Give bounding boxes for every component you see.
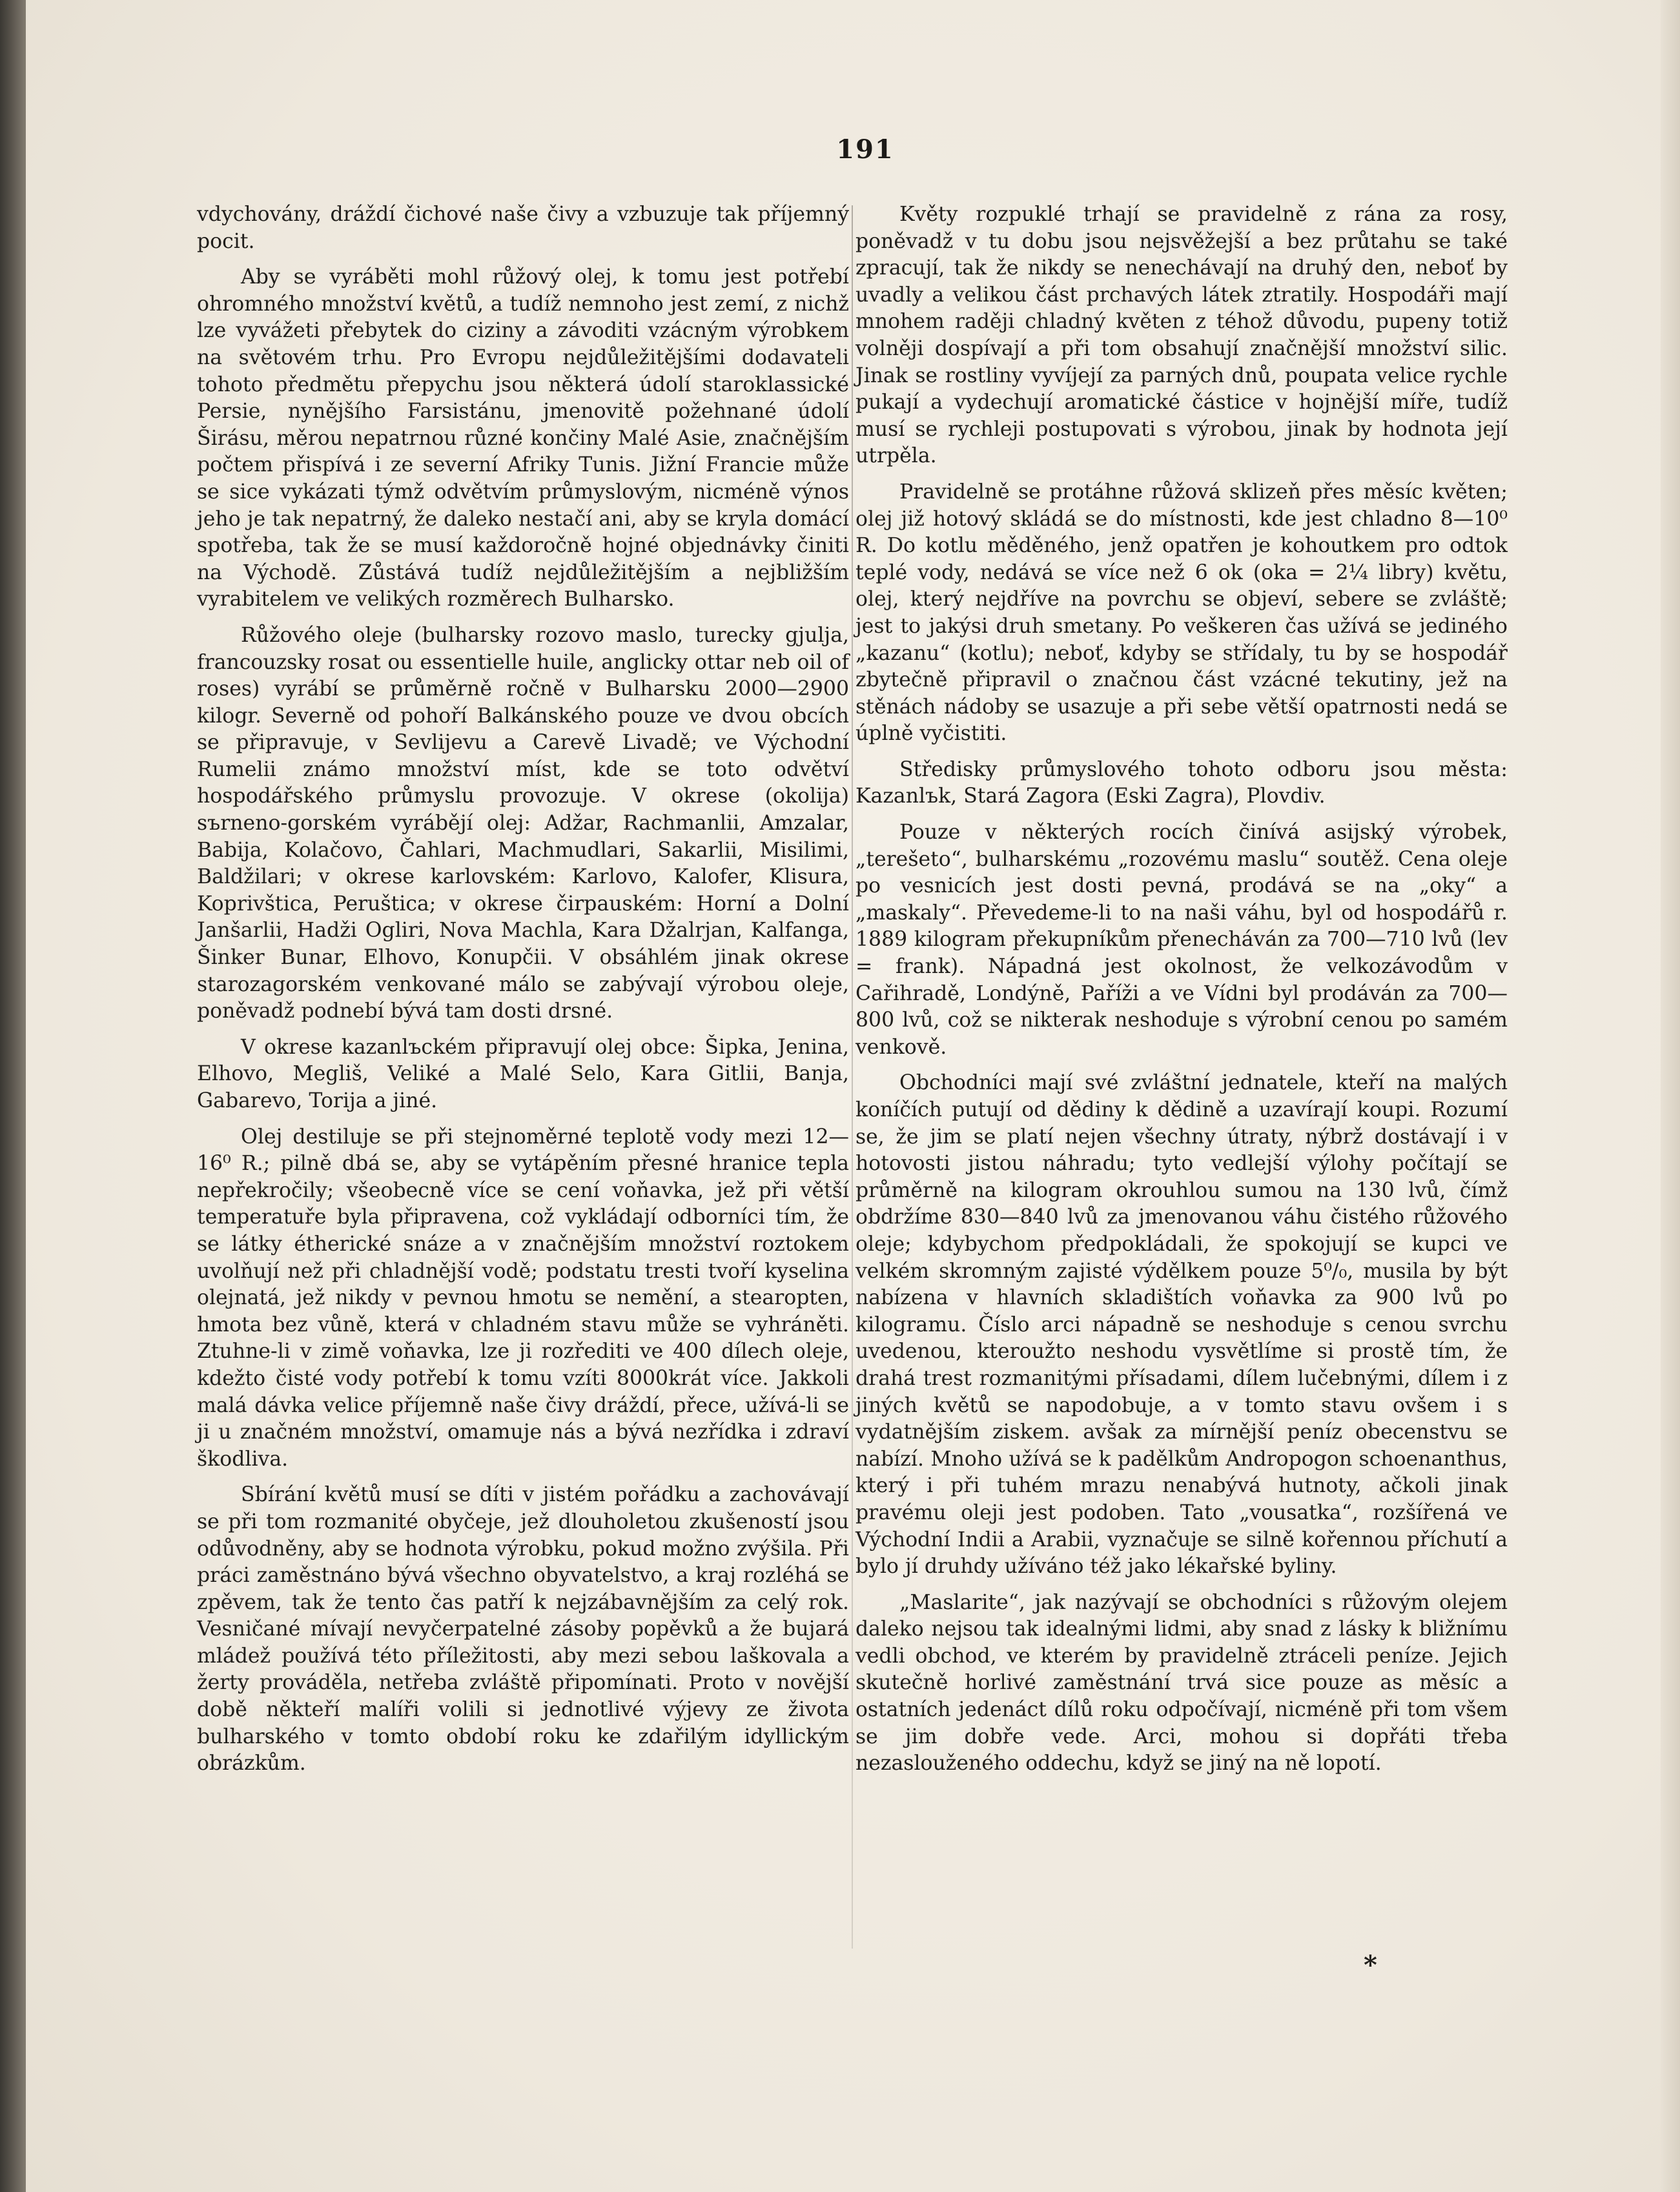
left-column: [197, 201, 849, 1787]
paragraph: Pouze v některých rocích činívá asijský výrobek, „terešeto“, bulharskému „rozovému maslu“ soutěž. Cena oleje po vesnicích jest dosti pevná, prodává se na „oky“ a „maskaly“. Převedeme-li to na naši váhu, byl od hospodářů r. 1889 kilogram překupníkům přenecháván za 700—710 lvů (lev = frank). Nápadná jest okolnost, že velkozávodům v Cařihradě, Londýně, Paříži a ve Vídni byl prodáván za 700—800 lvů, což se nikterak neshoduje s výrobní cenou po samém venkově.: [855, 821, 1508, 1059]
paragraph: V okrese kazanlъckém připravují olej obce: Šipka, Jenina, Elhovo, Megliš, Veliké a Malé Selo, Kara Gitlii, Banja, Gabarevo, Torija a jiné.: [197, 1035, 849, 1112]
paragraph: Olej destiluje se při stejnoměrné teplotě vody mezi 12—16⁰ R.; pilně dbá se, aby se vytápěním přesné hranice tepla nepřekročily; všeobecně více se cení voňavka, jež při větší temperatuře byla připravena, což vykládají odborníci tím, že se látky étherické snáze a v značnějším množství roztokem uvolňují než při chladnější vodě; podstatu tresti tvoří kyselina olejnatá, jež nikdy v pevnou hmotu se nemění, a stearopten, hmota bez vůně, která v chladném stavu může se vyhráněti. Ztuhne-li v zimě voňavka, lze ji rozřediti ve 400 dílech oleje, kdežto čisté vody potřebí k tomu vzíti 8000krát více. Jakkoli malá dávka velice příjemně naše čivy dráždí, přece, užívá-li se ji u značném množství, omamuje nás a bývá nezřídka i zdraví škodliva.: [197, 1125, 849, 1471]
paragraph: Pravidelně se protáhne růžová sklizeň přes měsíc květen; olej již hotový skládá se do místnosti, kde jest chladno 8—10⁰ R. Do kotlu měděného, jenž opatřen je kohoutkem pro odtok teplé vody, nedává se více než 6 ok (oka = 2¼ libry) květu, olej, který nejdříve na povrchu se objeví, sebere se zvláště; jest to jakýsi druh smetany. Po veškeren čas užívá se jediného „kazanu“ (kotlu); neboť, kdyby se střídaly, tu by se hospodář zbytečně připravil o značnou část vzácné tekutiny, jež na stěnách nádoby se usazuje a při sebe větší opatrnosti nedá se úplně vyčistiti.: [855, 480, 1508, 746]
paragraph: Květy rozpuklé trhají se pravidelně z rána za rosy, poněvadž v tu dobu jsou nejsvěžejší a bez průtahu se také zpracují, tak že nikdy se nenechávají na druhý den, neboť by uvadly a velikou část prchavých látek ztratily. Hospodáři mají mnohem raději chladný květen z téhož důvodu, pupeny totiž volněji dospívají a při tom obsahují značnější množství silic. Jinak se rostliny vyvíjejí za parných dnů, poupata velice rychle pukají a vydechují aromatické částice v hojnější míře, tudíž musí se rychleji postupovati s výrobou, jinak by hodnota její utrpěla.: [855, 203, 1508, 468]
page-number: 191: [836, 134, 894, 165]
page-right-edge: [1661, 0, 1680, 2192]
paragraph: Sbírání květů musí se díti v jistém pořádku a zachovávají se při tom rozmanité obyčeje, jež dlouholetou zkušeností jsou odůvodněny, aby se hodnota výrobku, pokud možno zvýšila. Při práci zaměstnáno bývá všechno obyvatelstvo, a kraj rozléhá se zpěvem, tak že tento čas patří k nejzábavnějším za celý rok. Vesničané mívají nevyčerpatelné zásoby popěvků a že bujará mládež používá této příležitosti, aby mezi sebou laškovala a žerty prováděla, netřeba zvláště připomínati. Proto v novější době někteří malíři volili si jednotlivé výjevy ze života bulharského v tomto období roku ke zdařilým idyllickým obrázkům.: [197, 1483, 849, 1776]
end-mark: *: [1364, 1950, 1377, 1980]
column-divider: [852, 205, 853, 1949]
paragraph: Obchodníci mají své zvláštní jednatele, kteří na malých koníčích putují od dědiny k dědině a uzavírají koupi. Rozumí se, že jim se platí nejen všechny útraty, nýbrž dostávají i v hotovosti jistou náhradu; tyto vedlejší výlohy počítají se průměrně na kilogram okrouhlou sumou na 130 lvů, čímž obdržíme 830—840 lvů za jmenovanou váhu čistého růžového oleje; kdybychom předpokládali, že spokojují se kupci ve velkém skromným zajisté výdělkem pouze 5⁰/₀, musila by být nabízena v hlavních skladištích voňavka za 900 lvů po kilogramu. Číslo arci nápadně se neshoduje s cenou svrchu uvedenou, kteroužto neshodu vysvětlíme si prostě tím, že drahá trest rozmanitými přísadami, dílem lučebnými, dílem i z jiných květů se napodobuje, a v tomto stavu ovšem i s vydatnějším ziskem. avšak za mírnější peníz obecenstvu se nabízí. Mnoho užívá se k padělkům Andropogon schoenanthus, který i při tuhém mrazu nenabývá hutnoty, ačkoli jinak pravému oleji jest podoben. Tato „vousatka“, rozšířená ve Východní Indii a Arabii, vyznačuje se silně kořennou příchutí a bylo jí druhdy užíváno též jako lékařské byliny.: [855, 1071, 1508, 1579]
paragraph: Středisky průmyslového tohoto odboru jsou města: Kazanlъk, Stará Zagora (Eski Zagra), Plovdiv.: [855, 757, 1508, 808]
paragraph: vdychovány, dráždí čichové naše čivy a vzbuzuje tak příjemný pocit.: [197, 203, 849, 253]
right-column: [855, 201, 1508, 1787]
paragraph: „Maslarite“, jak nazývají se obchodníci s růžovým olejem daleko nejsou tak idealnými lidmi, aby snad z lásky k bližnímu vedli obchod, ve kterém by pravidelně ztráceli peníze. Jejich skutečně horlivé zaměstnání trvá sice pouze as měsíc a ostatních jedenáct dílů roku odpočívají, nicméně při tom všem se jim dobře vede. Arci, mohou si dopřáti třeba nezaslouženého oddechu, když se jiný na ně lopotí.: [855, 1590, 1508, 1776]
book-page: [26, 0, 1680, 2192]
paragraph: Aby se vyráběti mohl růžový olej, k tomu jest potřebí ohromného množství květů, a tudíž nemnoho jest zemí, z nichž lze vyvážeti přebytek do ciziny a závoditi vzácným výrobkem na světovém trhu. Pro Evropu nejdůležitějšími dodavateli tohoto předmětu přepychu jsou některá údolí staroklassické Persie, nynějšího Farsistánu, jmenovitě požehnané údolí Širásu, měrou nepatrnou různé končiny Malé Asie, značnějším počtem přispívá i ze severní Afriky Tunis. Jižní Francie může se sice vykázati týmž odvětvím průmyslovým, nicméně výnos jeho je tak nepatrný, že daleko nestačí ani, aby se kryla domácí spotřeba, tak že se musí každoročně hojné objednávky činiti na Východě. Zůstává tudíž nejdůležitějším a nejbližším vyrabitelem ve velikých rozměrech Bulharsko.: [197, 265, 849, 611]
paragraph: Růžového oleje (bulharsky rozovo maslo, turecky gjulja, francouzsky rosat ou essentielle huile, anglicky ottar neb oil of roses) vyrábí se průměrně ročně v Bulharsku 2000—2900 kilogr. Severně od pohoří Balkánského pouze ve dvou obcích se připravuje, v Sevlijevu a Carevě Livadě; ve Východní Rumelii známo množství míst, kde se toto odvětví hospodářského průmyslu provozuje. V okrese (okolija) sъrneno-gorském vyrábějí olej: Adžar, Rachmanlii, Amzalar, Babija, Kolačovo, Čahlari, Machmudlari, Sakarlii, Misilimi, Baldžilari; v okrese karlovském: Karlovo, Kalofer, Klisura, Koprivštica, Peruštica; v okrese čirpauském: Horní a Dolní Janšarlii, Hadži Ogliri, Nova Machla, Kara Džalrjan, Kalfanga, Šinker Bunar, Elhovo, Konupčii. V obsáhlém jinak okrese starozagorském venkované málo se zabývají výrobou oleje, poněvadž podnebí bývá tam dosti drsné.: [197, 623, 849, 1023]
